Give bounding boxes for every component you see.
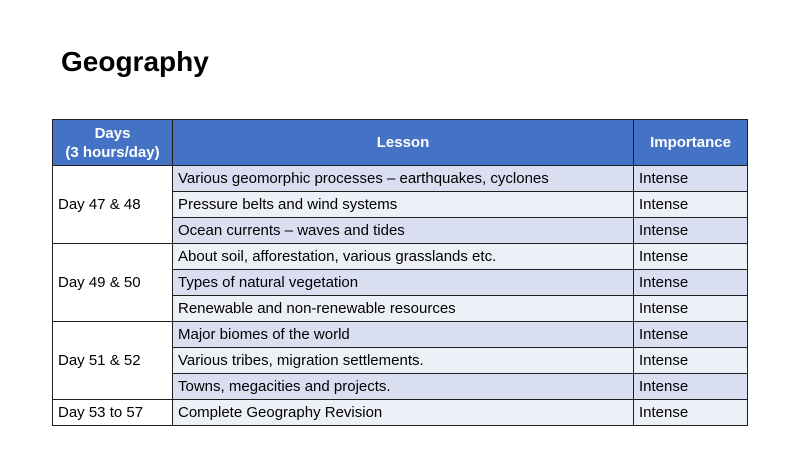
lesson-cell: Complete Geography Revision <box>173 400 634 426</box>
importance-cell: Intense <box>634 244 748 270</box>
lesson-cell: Ocean currents – waves and tides <box>173 218 634 244</box>
lesson-cell: Major biomes of the world <box>173 322 634 348</box>
importance-cell: Intense <box>634 400 748 426</box>
header-days <box>53 120 173 166</box>
table-row <box>53 322 748 348</box>
lesson-cell: Pressure belts and wind systems <box>173 192 634 218</box>
lesson-cell: Various geomorphic processes – earthquakes, cyclones <box>173 166 634 192</box>
table-row <box>53 166 748 192</box>
lesson-cell: Types of natural vegetation <box>173 270 634 296</box>
page-title: Geography <box>61 46 209 77</box>
lesson-cell: About soil, afforestation, various grasslands etc. <box>173 244 634 270</box>
lesson-cell: Renewable and non-renewable resources <box>173 296 634 322</box>
header-lesson: Lesson <box>173 120 634 166</box>
lesson-cell: Towns, megacities and projects. <box>173 374 634 400</box>
table-row <box>53 400 748 426</box>
importance-cell: Intense <box>634 166 748 192</box>
importance-cell: Intense <box>634 374 748 400</box>
day-cell: Day 47 & 48 <box>53 166 173 244</box>
table-row <box>53 244 748 270</box>
importance-cell: Intense <box>634 192 748 218</box>
importance-cell: Intense <box>634 322 748 348</box>
header-days-line1: Days <box>94 124 131 142</box>
importance-cell: Intense <box>634 218 748 244</box>
importance-cell: Intense <box>634 296 748 322</box>
header-importance: Importance <box>634 120 748 166</box>
schedule-table <box>52 119 748 426</box>
importance-cell: Intense <box>634 270 748 296</box>
table-header-row <box>53 120 748 166</box>
header-days-line2: (3 hours/day) <box>65 143 160 161</box>
importance-cell: Intense <box>634 348 748 374</box>
day-cell: Day 51 & 52 <box>53 322 173 400</box>
lesson-cell: Various tribes, migration settlements. <box>173 348 634 374</box>
day-cell: Day 49 & 50 <box>53 244 173 322</box>
day-cell: Day 53 to 57 <box>53 400 173 426</box>
